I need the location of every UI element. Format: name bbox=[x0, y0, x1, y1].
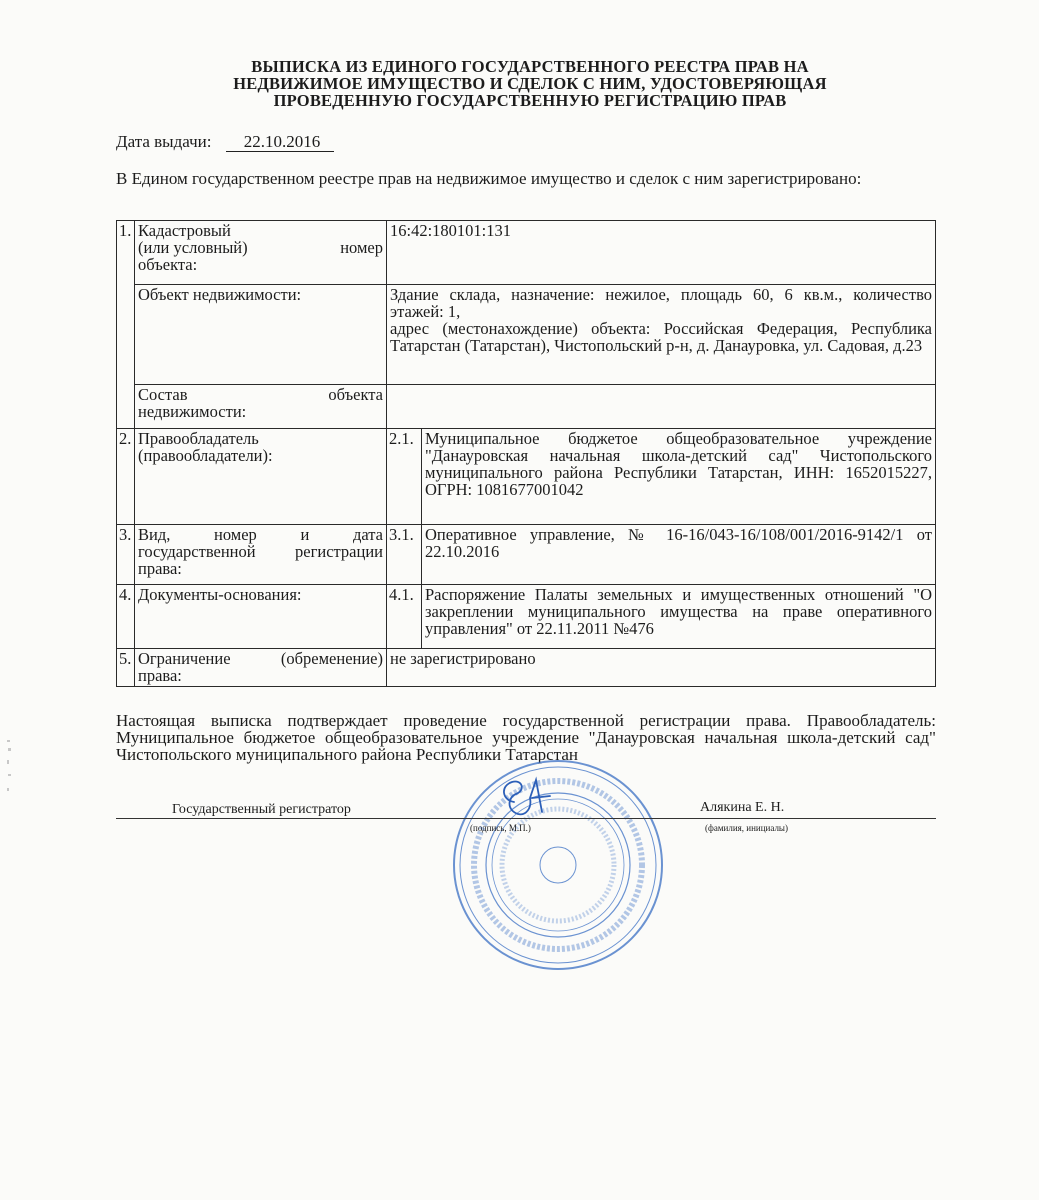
encumbrance-label: Ограничение (обременение) права: bbox=[135, 649, 387, 687]
table-row bbox=[117, 585, 936, 649]
registration-label: Вид, номер и дата государственной регистрации права: bbox=[135, 525, 387, 585]
row-number: 1. bbox=[117, 221, 135, 429]
sub-number: 2.1. bbox=[387, 429, 422, 525]
signature-hint: (подпись, М.П.) bbox=[470, 823, 531, 833]
documents-label: Документы-основания: bbox=[135, 585, 387, 649]
title-line-2: НЕДВИЖИМОЕ ИМУЩЕСТВО И СДЕЛОК С НИМ, УДОСТОВЕРЯЮЩАЯ bbox=[233, 74, 827, 93]
issue-date-value: 22.10.2016 bbox=[226, 132, 335, 152]
rightholder-value: Муниципальное бюджетое общеобразовательное учреждение "Данауровская начальная школа-детский сад" Чистопольского муниципального района Республики Татарстан, ИНН: 1652015227, ОГРН: 1081677001042 bbox=[422, 429, 936, 525]
name-hint: (фамилия, инициалы) bbox=[705, 823, 788, 833]
composition-label-line-1a: Состав bbox=[138, 385, 188, 404]
registration-value: Оперативное управление, № 16-16/043-16/108/001/2016-9142/1 от 22.10.2016 bbox=[422, 525, 936, 585]
scan-artifact bbox=[6, 740, 12, 800]
object-value-line-2: адрес (местонахождение) объекта: Российская Федерация, Республика Татарстан (Татарстан), Чистопольский р-н, д. Данауровка, ул. Садовая, д.23 bbox=[390, 319, 932, 355]
row-number: 2. bbox=[117, 429, 135, 525]
composition-label-line-1b: объекта bbox=[328, 385, 383, 404]
encumbrance-value: не зарегистрировано bbox=[387, 649, 936, 687]
table-row bbox=[117, 221, 936, 285]
sub-number: 4.1. bbox=[387, 585, 422, 649]
table-row bbox=[117, 649, 936, 687]
object-value bbox=[387, 285, 936, 385]
row-number: 4. bbox=[117, 585, 135, 649]
cadastral-value: 16:42:180101:131 bbox=[387, 221, 936, 285]
table-row bbox=[117, 385, 936, 429]
title-line-3: ПРОВЕДЕННУЮ ГОСУДАРСТВЕННУЮ РЕГИСТРАЦИЮ ПРАВ bbox=[273, 91, 787, 110]
composition-label-line-2: недвижимости: bbox=[138, 402, 247, 421]
title-line-1: ВЫПИСКА ИЗ ЕДИНОГО ГОСУДАРСТВЕННОГО РЕЕСТРА ПРАВ НА bbox=[251, 57, 809, 76]
row-number: 5. bbox=[117, 649, 135, 687]
registrar-role: Государственный регистратор bbox=[172, 802, 351, 817]
table-row bbox=[117, 525, 936, 585]
intro-text: В Едином государственном реестре прав на недвижимое имущество и сделок с ним зарегистрировано: bbox=[116, 169, 862, 188]
confirmation-text: Настоящая выписка подтверждает проведение государственной регистрации права. Правообладатель: Муниципальное бюджетое общеобразовательное учреждение "Данауровская начальная школа-детский сад" Чистопольского муниципального района Республики Татарстан bbox=[116, 711, 936, 764]
issue-date-label: Дата выдачи: bbox=[116, 132, 212, 151]
row-number: 3. bbox=[117, 525, 135, 585]
sub-number: 3.1. bbox=[387, 525, 422, 585]
cadastral-label-line-3: объекта: bbox=[138, 255, 198, 274]
documents-value: Распоряжение Палаты земельных и имущественных отношений "О закреплении муниципального имущества на праве оперативного управления" от 22.11.2011 №476 bbox=[422, 585, 936, 649]
object-value-line-1: Здание склада, назначение: нежилое, площадь 60, 6 кв.м., количество этажей: 1, bbox=[390, 285, 932, 321]
cadastral-label-line-2b: номер bbox=[340, 238, 383, 257]
cadastral-label-line-1: Кадастровый bbox=[138, 221, 231, 240]
composition-value bbox=[387, 385, 936, 429]
object-label: Объект недвижимости: bbox=[135, 285, 387, 385]
handwritten-signature bbox=[492, 772, 562, 824]
issue-date-row bbox=[116, 132, 334, 152]
composition-label bbox=[135, 385, 387, 429]
cadastral-label-line-2a: (или условный) bbox=[138, 238, 248, 257]
signature-line bbox=[116, 818, 936, 819]
document-title bbox=[130, 58, 930, 109]
registrar-name: Алякина Е. Н. bbox=[700, 800, 785, 815]
registry-table bbox=[116, 220, 936, 687]
rightholder-label: Правообладатель (правообладатели): bbox=[135, 429, 387, 525]
table-row bbox=[117, 429, 936, 525]
table-row bbox=[117, 285, 936, 385]
cadastral-label bbox=[135, 221, 387, 285]
